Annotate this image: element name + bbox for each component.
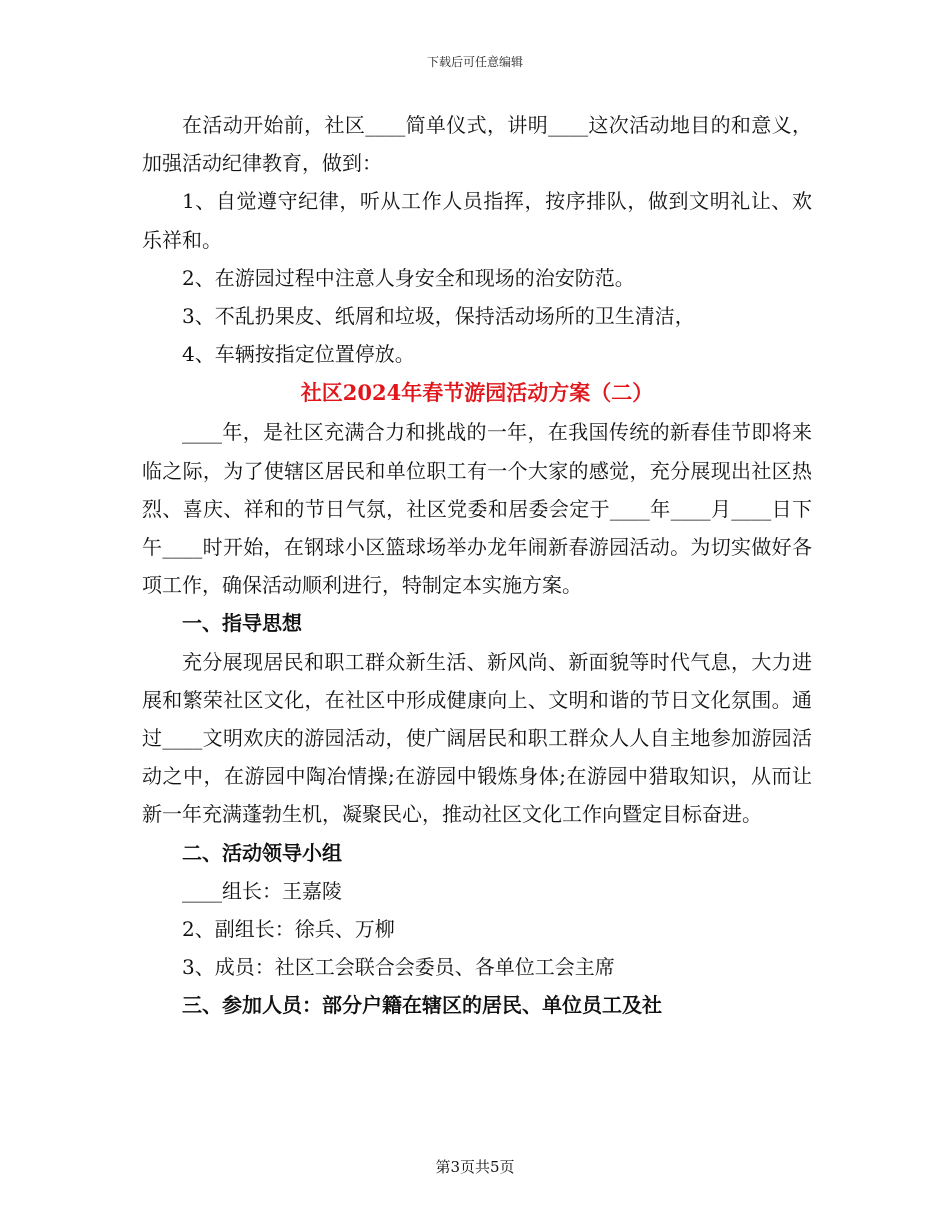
rule-item-1: 1、自觉遵守纪律，听从工作人员指挥，按序排队，做到文明礼让、欢乐祥和。 [142,189,812,252]
heading-leadership-group: 二、活动领导小组 [182,840,342,865]
group-members: 3、成员：社区工会联合会委员、各单位工会主席 [182,955,615,980]
rule-item-4: 4、车辆按指定位置停放。 [182,342,415,367]
document-body [142,106,812,1025]
heading-guiding-thought: 一、指导思想 [182,611,302,636]
intro-paragraph: ____年，是社区充满合力和挑战的一年，在我国传统的新春佳节即将来临之际，为了使辖区居民和单位职工有一个大家的感觉，充分展现出社区热烈、喜庆、祥和的节日气氛，社区党委和居委会定于____年____月____日下午____时开始，在钢球小区篮球场举办龙年闹新春游园活动。为切实做好各项工作，确保活动顺利进行，特制定本实施方案。 [142,420,812,598]
page-footer: 第3页共5页 [435,1158,515,1176]
rule-item-3: 3、不乱扔果皮、纸屑和垃圾，保持活动场所的卫生清洁， [182,304,695,329]
heading-participants: 三、参加人员：部分户籍在辖区的居民、单位员工及社 [182,993,662,1018]
group-leader: ____组长：王嘉陵 [182,878,342,903]
paragraph-opening: 在活动开始前，社区____简单仪式，讲明____这次活动地目的和意义，加强活动纪律教育，做到： [142,113,812,176]
group-deputy: 2、副组长：徐兵、万柳 [182,917,395,942]
page-header: 下载后可任意编辑 [426,55,523,69]
section-title: 社区2024年春节游园活动方案（二） [300,380,654,406]
guiding-paragraph: 充分展现居民和职工群众新生活、新风尚、新面貌等时代气息，大力进展和繁荣社区文化，在社区中形成健康向上、文明和谐的节日文化氛围。通过____文明欢庆的游园活动，使广阔居民和职工群众人人自主地参加游园活动之中，在游园中陶冶情操;在游园中锻炼身体;在游园中猎取知识，从而让新一年充满蓬勃生机，凝聚民心，推动社区文化工作向暨定目标奋进。 [142,649,812,827]
rule-item-2: 2、在游园过程中注意人身安全和现场的治安防范。 [182,265,635,290]
